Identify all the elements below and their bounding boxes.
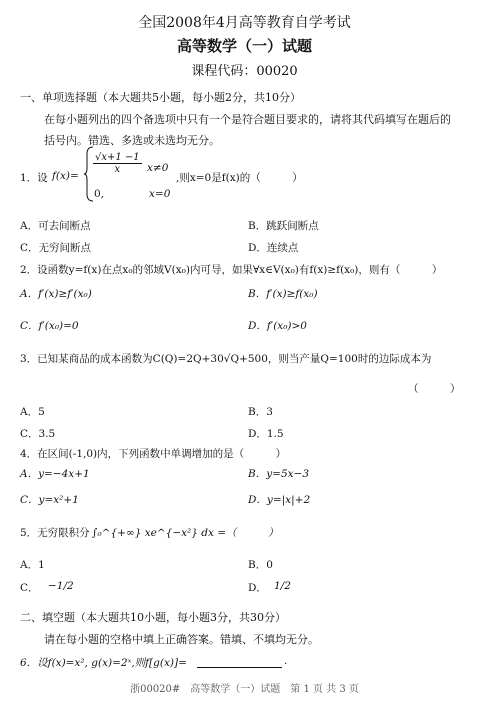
q3-text: 3．已知某商品的成本函数为C(Q)=2Q+30√Q+500，则当产量Q=100时的边际成本为 xyxy=(20,353,432,365)
q5-integral: ∫₀^{+∞} xe^{−x²} dx =（ ） xyxy=(92,527,279,539)
section2-heading: 二、填空题（本大题共10小题，每小题3分，共30分） xyxy=(20,611,286,624)
q1-case1-cond: x≠0 xyxy=(147,162,169,174)
q5-option-a: A．1 xyxy=(20,559,45,571)
q4-option-d: D．y=|x|+2 xyxy=(248,494,311,506)
section1-instruction-1: 在每小题列出的四个备选项中只有一个是符合题目要求的，请将其代码填写在题后的 xyxy=(44,113,451,126)
q5-option-c-label: C． xyxy=(20,582,39,594)
subject-title: 高等数学（一）试题 xyxy=(176,37,312,55)
q1-case1-fraction xyxy=(93,152,142,175)
q5-prefix: 5．无穷限积分 xyxy=(20,527,90,539)
q6-end: . xyxy=(284,655,288,667)
q6-text: 6．设f(x)=x², g(x)=2ˣ,则f[g(x)]= xyxy=(20,657,187,669)
exam-title: 全国2008年4月高等教育自学考试 xyxy=(138,15,351,31)
q1-option-a: A．可去间断点 xyxy=(20,220,91,232)
q4-option-a: A．y=−4x+1 xyxy=(20,468,90,480)
q1-case2-val: 0, xyxy=(94,188,105,200)
q5-option-d-value: 1/2 xyxy=(274,580,291,592)
q1-option-b: B．跳跃间断点 xyxy=(248,220,319,232)
q1-prefix: 1．设 xyxy=(20,172,48,184)
q1-suffix: ,则x=0是f(x)的（ ） xyxy=(176,172,303,184)
q2-option-a: A．f′(x)≥f′(x₀) xyxy=(20,288,92,300)
q3-option-d: D．1.5 xyxy=(248,428,284,440)
q3-option-a: A．5 xyxy=(20,406,45,418)
q6-answer-blank[interactable] xyxy=(197,655,282,668)
q1-case1-den: x xyxy=(114,164,121,175)
q2-text: 2．设函数y=f(x)在点x₀的邻域V(x₀)内可导，如果∀x∈V(x₀)有f(x)≥f(x₀)，则有（ ） xyxy=(20,264,443,276)
q3-paren: （ ） xyxy=(408,383,461,395)
section1-instruction-2: 括号内。错选、多选或未选均无分。 xyxy=(44,134,220,147)
q5-option-b: B．0 xyxy=(248,559,273,571)
q1-case1-num: √x+1 −1 xyxy=(95,152,140,163)
q2-option-d: D．f′(x₀)>0 xyxy=(248,320,307,332)
q1-fx: f(x)= xyxy=(52,170,79,182)
q1-case2-cond: x=0 xyxy=(149,188,171,200)
section2-instruction: 请在每小题的空格中填上正确答案。错填、不填均无分。 xyxy=(44,633,319,646)
q3-option-b: B．3 xyxy=(248,406,273,418)
course-code: 课程代码：00020 xyxy=(191,64,298,79)
q4-text: 4．在区间(-1,0)内，下列函数中单调增加的是（ ） xyxy=(20,448,287,460)
q2-option-c: C．f′(x₀)=0 xyxy=(20,320,79,332)
page-footer: 浙00020# 高等数学（一）试题 第 1 页 共 3 页 xyxy=(130,684,359,695)
q5-option-c-value: −1/2 xyxy=(48,580,74,592)
section1-heading: 一、单项选择题（本大题共5小题，每小题2分，共10分） xyxy=(20,91,301,104)
q1-option-d: D．连续点 xyxy=(248,242,299,254)
q4-option-c: C．y=x²+1 xyxy=(20,494,79,506)
q2-option-b: B．f′(x)≥f(x₀) xyxy=(248,288,318,300)
q5-option-d-label: D． xyxy=(248,582,267,594)
q3-option-c: C．3.5 xyxy=(20,428,56,440)
q4-option-b: B．y=5x−3 xyxy=(248,468,310,480)
q1-option-c: C．无穷间断点 xyxy=(20,242,92,254)
